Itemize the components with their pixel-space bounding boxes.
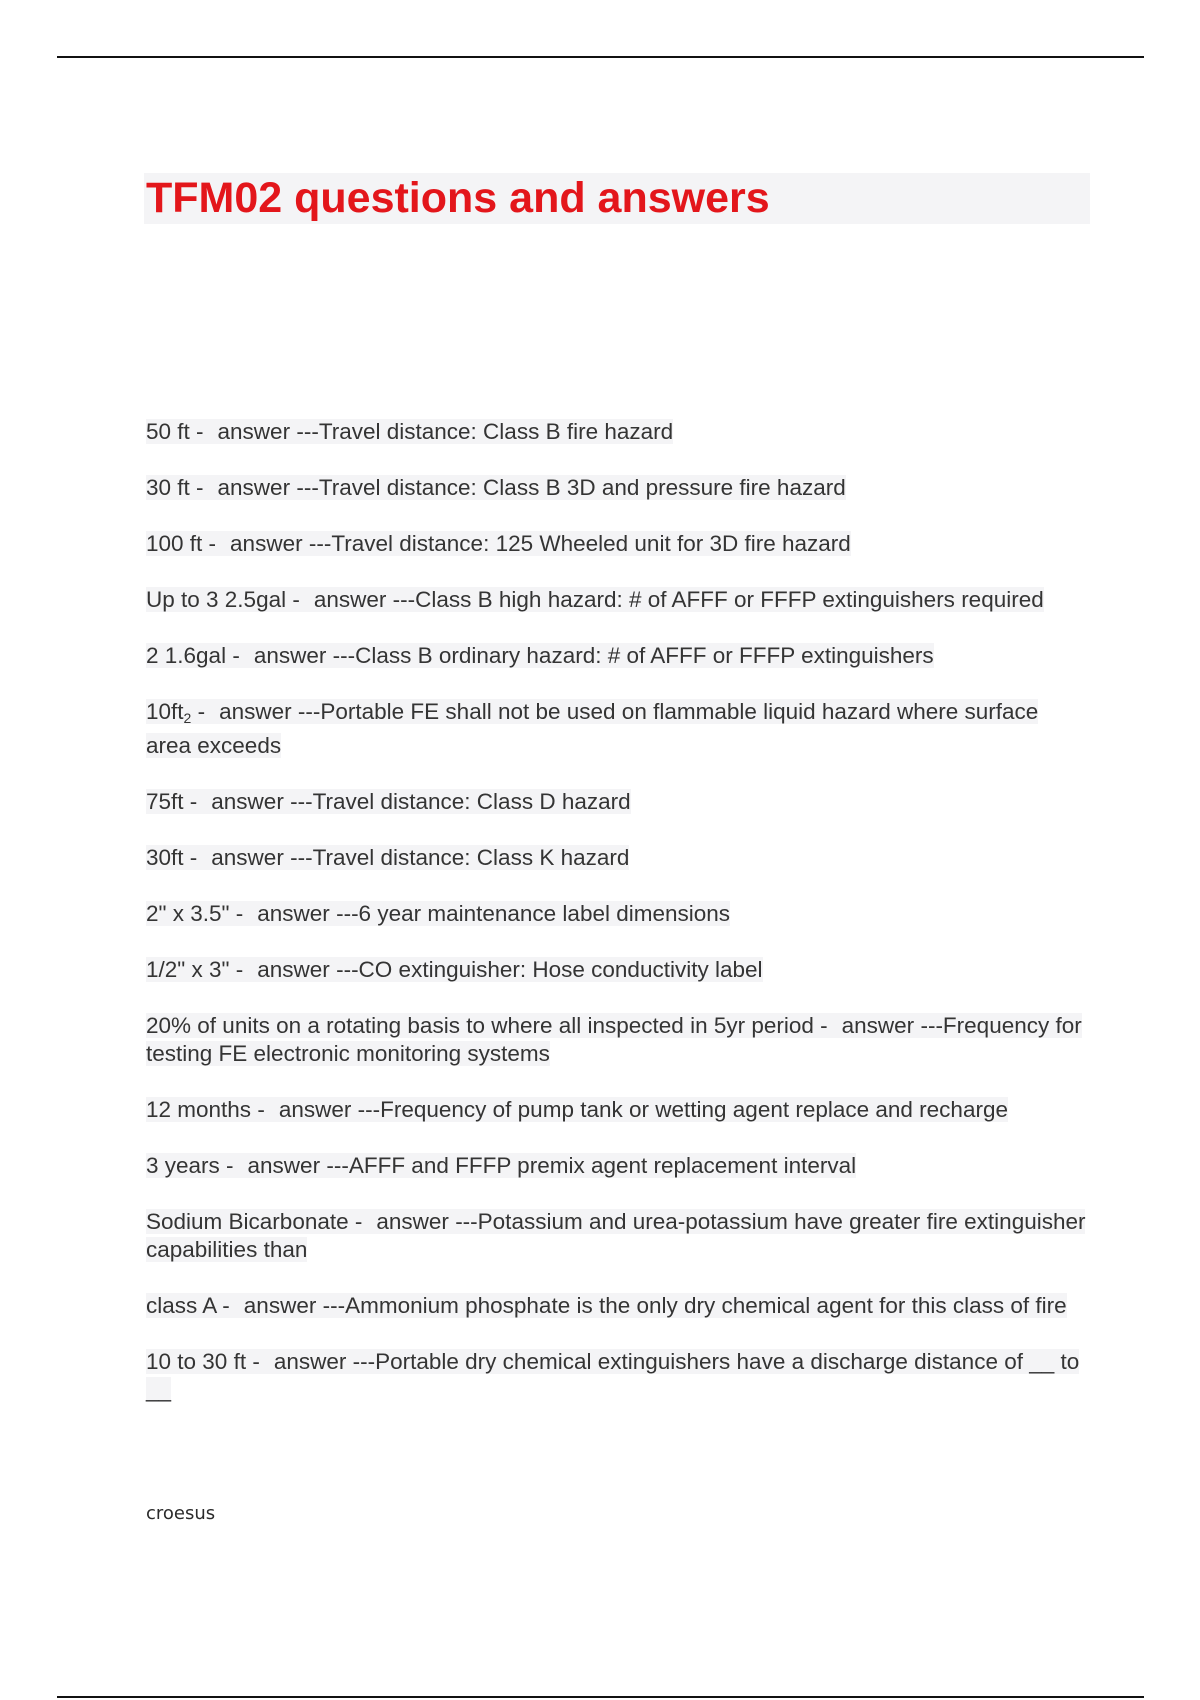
qa-definition: ---Class B high hazard: # of AFFF or FFFP extinguishers required [392, 587, 1044, 612]
qa-definition: ---Frequency for testing FE electronic monitoring systems [146, 1013, 1082, 1066]
qa-definition: ---Frequency of pump tank or wetting agent replace and recharge [357, 1097, 1008, 1122]
qa-definition: ---AFFF and FFFP premix agent replacement interval [326, 1153, 857, 1178]
qa-definition: ---Ammonium phosphate is the only dry chemical agent for this class of fire [322, 1293, 1067, 1318]
qa-term: 20% of units on a rotating basis to where all inspected in 5yr period - [146, 1013, 828, 1038]
qa-item [146, 1208, 1086, 1264]
qa-term: 12 months - [146, 1097, 265, 1122]
qa-item [146, 698, 1086, 760]
qa-definition: ---Portable dry chemical extinguishers have a discharge distance of __ to __ [146, 1349, 1080, 1402]
subscript: 2 [183, 710, 192, 726]
qa-answer-label: answer [257, 957, 330, 982]
qa-item [146, 788, 1086, 816]
qa-term: 30 ft - [146, 475, 204, 500]
qa-item [146, 418, 1086, 446]
qa-item [146, 1012, 1086, 1068]
qa-item [146, 642, 1086, 670]
qa-definition: ---Travel distance: 125 Wheeled unit for 3D fire hazard [308, 531, 851, 556]
qa-term: 10 to 30 ft - [146, 1349, 260, 1374]
qa-answer-label: answer [313, 587, 387, 612]
footer-brand: croesus [146, 1503, 216, 1524]
qa-answer-label: answer [211, 789, 284, 814]
qa-item [146, 1096, 1086, 1124]
qa-definition: ---Class B ordinary hazard: # of AFFF or FFFP extinguishers [332, 643, 934, 668]
qa-answer-label: answer [841, 1013, 915, 1038]
qa-answer-label: answer [278, 1097, 352, 1122]
qa-answer-label: answer [217, 419, 291, 444]
qa-answer-label: answer [217, 475, 291, 500]
qa-answer-label: answer [253, 643, 327, 668]
qa-term: 50 ft - [146, 419, 204, 444]
qa-definition: ---Travel distance: Class B 3D and pressure fire hazard [296, 475, 846, 500]
qa-answer-label: answer [230, 531, 303, 556]
qa-definition: ---CO extinguisher: Hose conductivity label [336, 957, 763, 982]
qa-answer-label: answer [243, 1293, 317, 1318]
qa-term: class A - [146, 1293, 230, 1318]
qa-definition: ---Travel distance: Class B fire hazard [296, 419, 674, 444]
qa-term: 100 ft - [146, 531, 217, 556]
qa-term: Sodium Bicarbonate - [146, 1209, 363, 1234]
qa-item [146, 1152, 1086, 1180]
qa-answer-label: answer [219, 699, 292, 724]
qa-answer-label: answer [211, 845, 284, 870]
qa-term: 30ft - [146, 845, 198, 870]
qa-term: Up to 3 2.5gal - [146, 587, 300, 612]
qa-term: 2 1.6gal - [146, 643, 240, 668]
qa-term: 75ft - [146, 789, 198, 814]
qa-term: $10ft_2$ - [146, 699, 206, 726]
qa-item [146, 586, 1086, 614]
qa-definition: ---Potassium and urea-potassium have greater fire extinguisher capabilities than [146, 1209, 1086, 1262]
qa-term: 2" x 3.5" - [146, 901, 244, 926]
qa-definition: ---6 year maintenance label dimensions [336, 901, 731, 926]
qa-item [146, 900, 1086, 928]
qa-answer-label: answer [273, 1349, 347, 1374]
qa-definition: ---Travel distance: Class K hazard [290, 845, 630, 870]
qa-answer-label: answer [376, 1209, 449, 1234]
qa-item [146, 844, 1086, 872]
qa-term: 1/2" x 3" - [146, 957, 244, 982]
qa-item [146, 530, 1086, 558]
qa-item [146, 474, 1086, 502]
qa-term: 3 years - [146, 1153, 234, 1178]
qa-item [146, 1292, 1086, 1320]
qa-answer-label: answer [247, 1153, 321, 1178]
qa-definition: ---Portable FE shall not be used on flammable liquid hazard where surface area exceeds [146, 699, 1039, 758]
qa-item [146, 956, 1086, 984]
top-rule [57, 56, 1144, 58]
qa-list [146, 418, 1086, 1432]
qa-definition: ---Travel distance: Class D hazard [290, 789, 631, 814]
document-title: TFM02 questions and answers [146, 174, 770, 222]
bottom-rule [57, 1696, 1144, 1698]
qa-item [146, 1348, 1086, 1404]
qa-answer-label: answer [257, 901, 330, 926]
